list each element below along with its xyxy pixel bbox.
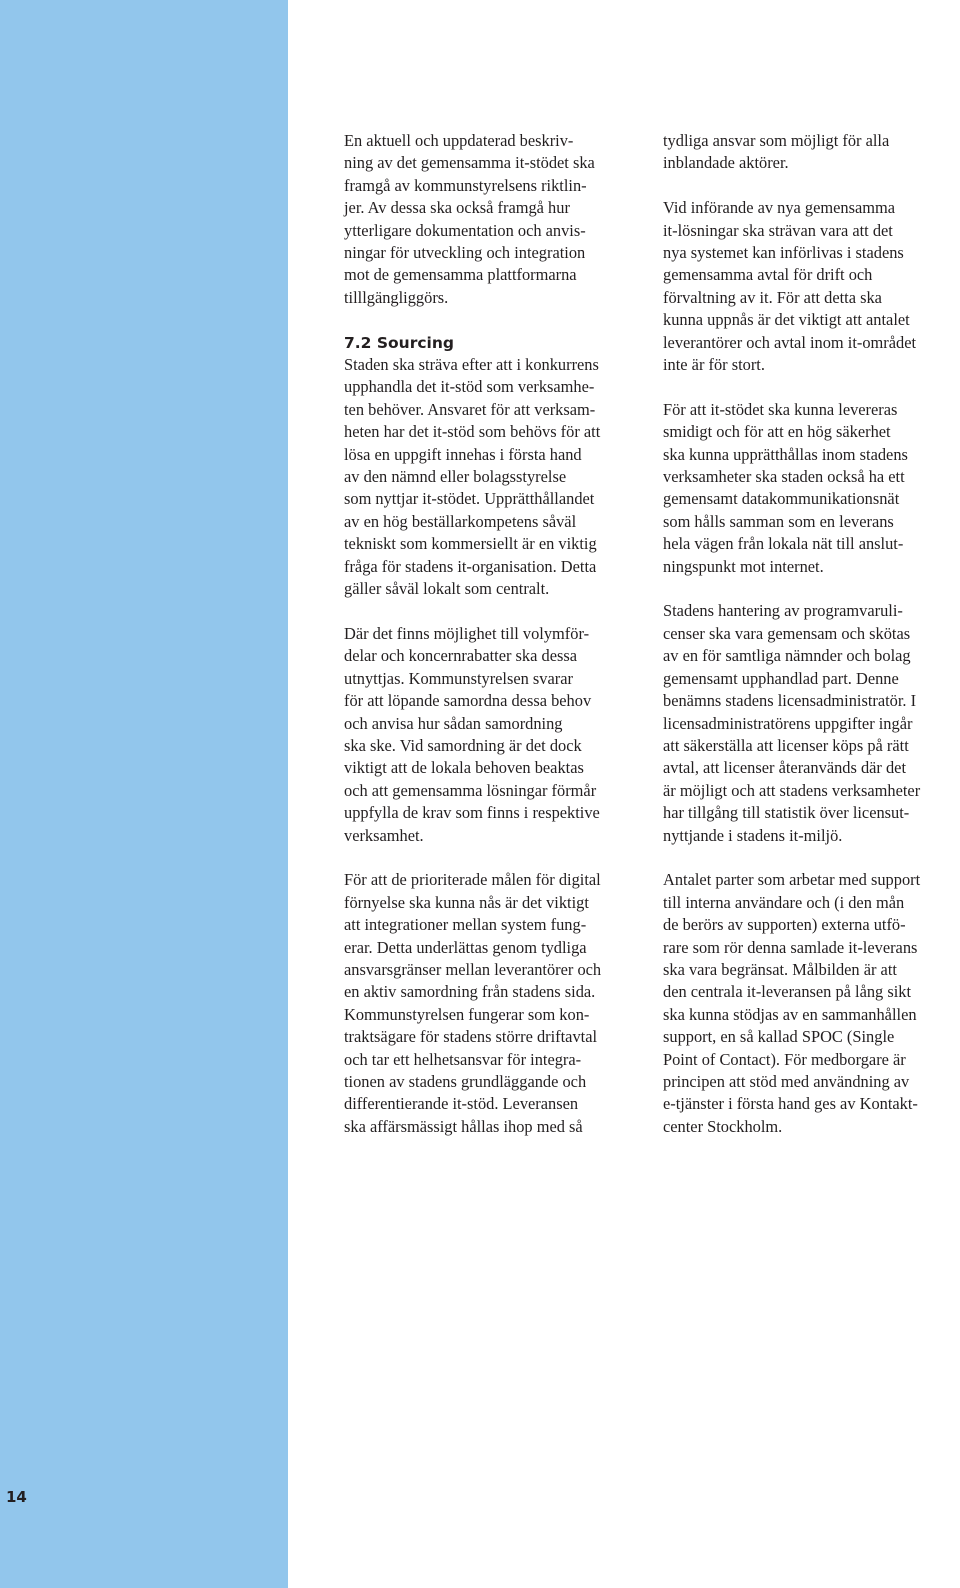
sourcing-paragraph-2: Där det finns möjlighet till volymför- delar och koncernrabatter ska dessa utnyttjas. Kommunstyrelsen svarar för att löpande samordna dessa behov och anvisa hur sådan samordning ska ske. Vid samordning är det dock viktigt att de lokala behoven beaktas och att gemensamma lösningar förmår uppfylla de krav som finns i respektive verksamhet. <box>344 623 600 845</box>
sourcing-paragraph-1: Staden ska sträva efter att i konkurrens upphandla det it-stöd som verksamhe- ten behöver. Ansvaret för att verksam- heten har det it-stöd som behövs för att lösa en uppgift innehas i första hand av den nämnd eller bolagsstyrelse som nyttjar it-stödet. Upprätthållandet av en hög beställarkompetens såväl tekniskt som kommersiellt är en viktig fråga för stadens it-organisation. Detta gäller såväl lokalt som centralt. <box>344 355 601 599</box>
text-column-right <box>663 130 960 1138</box>
sidebar-color-band <box>0 0 288 1588</box>
right-paragraph-2: Vid införande av nya gemensamma it-lösningar ska strävan vara att det nya systemet kan införlivas i stadens gemensamma avtal för drift och förvaltning av it. För att detta ska kunna uppnås är det viktigt att antalet leverantörer och avtal inom it-området inte är för stort. <box>663 198 917 375</box>
right-paragraph-5: Antalet parter som arbetar med support till interna användare och (i den mån de berörs av supporten) externa utfö- rare som rör denna samlade it-leverans ska vara begränsat. Målbilden är att den centrala it-leveransen på lång sikt ska kunna stödjas av en sammanhållen support, en så kallad SPOC (Single Point of Contact). För medborgare är principen att stöd med användning av e-tjänster i första hand ges av Kontakt- center Stockholm. <box>663 870 921 1136</box>
sourcing-paragraph-3: För att de prioriterade målen för digital förnyelse ska kunna nås är det viktigt att integrationer mellan system fung- erar. Detta underlättas genom tydliga ansvarsgränser mellan leverantörer och en aktiv samordning från stadens sida. Kommunstyrelsen fungerar som kon- traktsägare för stadens större driftavtal och tar ett helhetsansvar för integra- tionen av stadens grundläggande och differentierande it-stöd. Leveransen ska affärsmässigt hållas ihop med så <box>344 870 602 1136</box>
section-heading: 7.2 Sourcing <box>344 333 454 352</box>
intro-paragraph: En aktuell och uppdaterad beskriv- ning av det gemensamma it-stödet ska framgå av kommunstyrelsens riktlin- jer. Av dessa ska också framgå hur ytterligare dokumentation och anvis- ningar för utveckling och integration mot de gemensamma plattformarna tilllgängliggörs. <box>344 131 595 307</box>
right-paragraph-4: Stadens hantering av programvaruli- censer ska vara gemensam och skötas av en för samtliga nämnder och bolag gemensamt upphandlad part. Denne benämns stadens licensadministratör. I licensadministratörens uppgifter ingår att säkerställa att licenser köps på rätt avtal, att licenser återanvänds där det är möjligt och att stadens verksamheter har tillgång till statistik över licensut- nyttjande i stadens it-miljö. <box>663 601 921 845</box>
right-paragraph-3: För att it-stödet ska kunna levereras smidigt och för att en hög säkerhet ska kunna upprätthållas inom stadens verksamheter ska staden också ha ett gemensamt datakommunikationsnät som hålls samman som en leverans hela vägen från lokala nät till anslut- ningspunkt mot internet. <box>663 399 908 576</box>
page-number: 14 <box>6 1488 27 1506</box>
right-paragraph-1: tydliga ansvar som möjligt för alla inblandade aktörer. <box>663 131 890 173</box>
text-column-left <box>344 130 644 1138</box>
